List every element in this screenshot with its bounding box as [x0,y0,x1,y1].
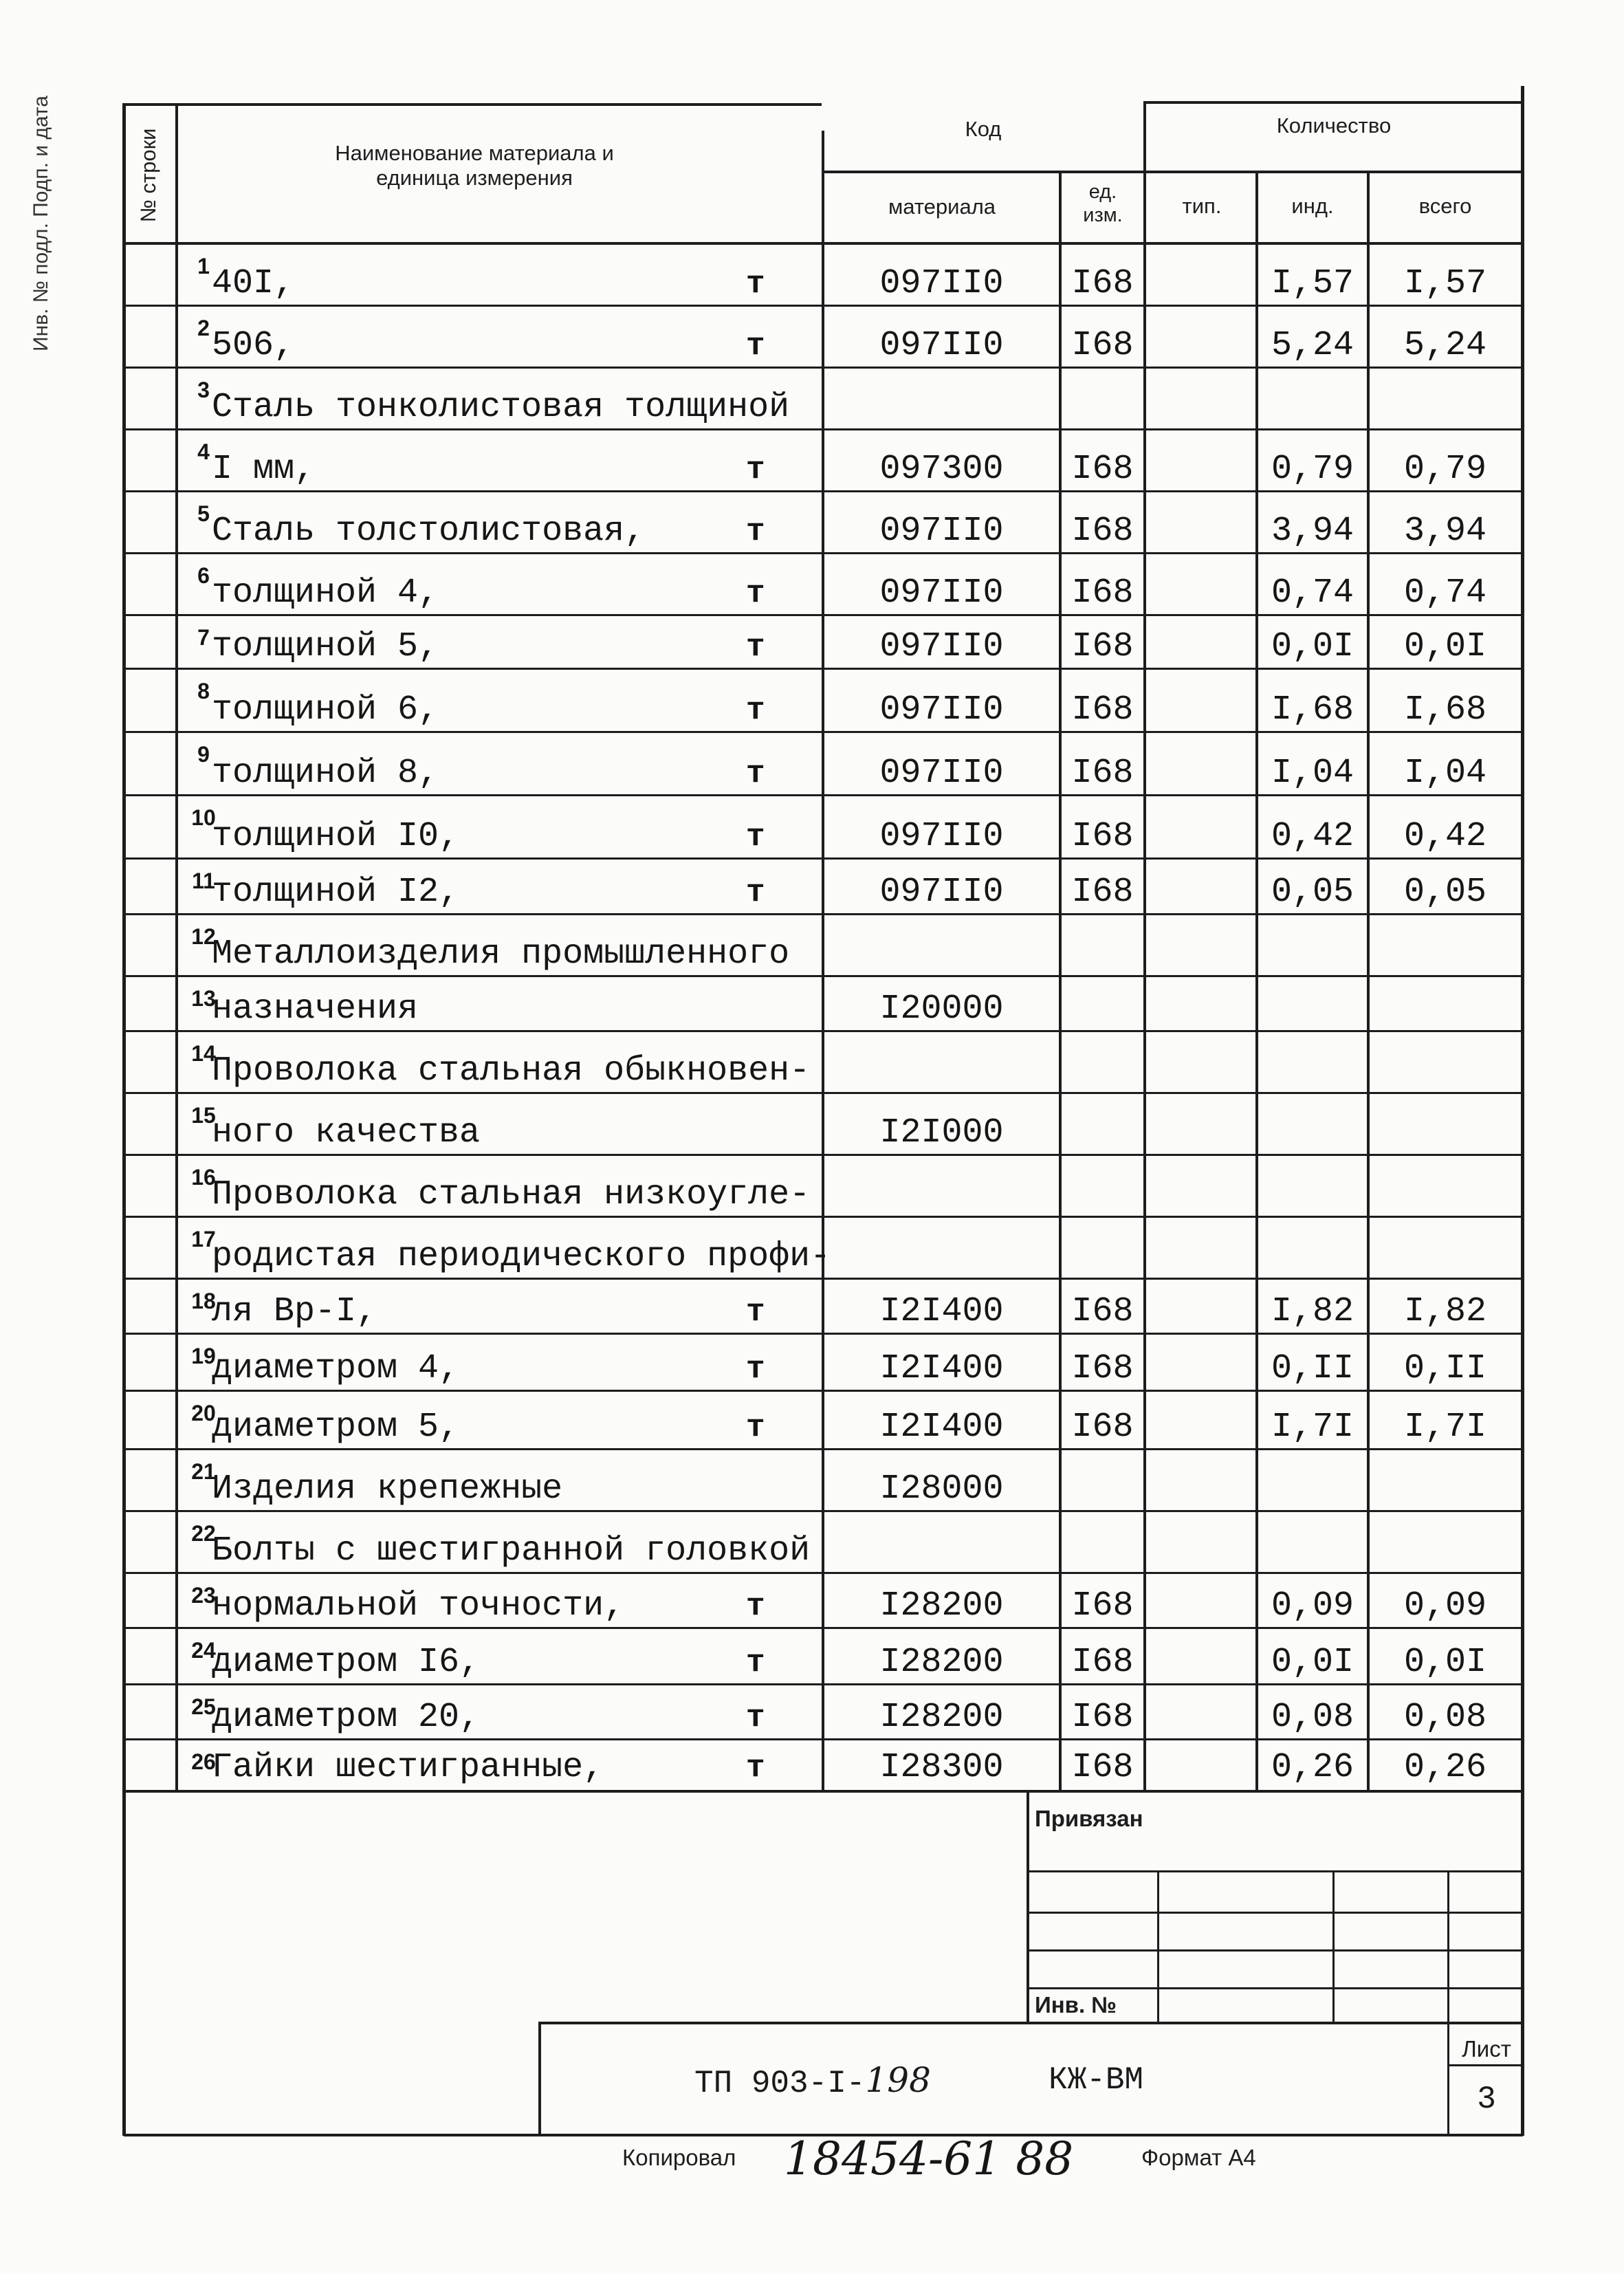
row-rule [125,1092,1522,1094]
unit-mark: т [746,452,765,488]
document-code-prefix: ТП 903-I- [694,2066,866,2101]
qty-total: I,82 [1403,1292,1487,1331]
row-number: 5 [197,501,210,526]
row-rule [125,731,1522,733]
row-rule [125,794,1522,796]
material-code: I28000 [879,1469,1004,1509]
row-rule [125,1738,1522,1740]
material-name: Проволока стальная обыкновен- [212,1051,811,1091]
material-name: 506, [212,326,295,365]
row-number: 23 [191,1583,216,1608]
sheet-number: 3 [1477,2081,1496,2117]
qty-individual: 3,94 [1271,512,1354,551]
material-code: 097II0 [879,817,1004,856]
material-code: I2I400 [879,1349,1004,1388]
material-code: 097II0 [879,573,1004,613]
unit-code: I68 [1071,512,1134,551]
material-name: Сталь толстолистовая, [212,512,646,551]
material-code: 097II0 [879,512,1004,551]
material-code: 097II0 [879,690,1004,730]
unit-code: I68 [1071,627,1134,666]
qty-total: 0,0I [1403,627,1487,666]
header-code: Код [965,117,1002,141]
row-number: 24 [191,1638,216,1663]
unit-mark: т [746,1294,765,1330]
material-name: I мм, [212,450,316,489]
material-name: родистая периодического профи- [212,1237,831,1276]
header-qty-type: тип. [1182,194,1222,218]
unit-code: I68 [1071,1292,1134,1331]
material-code: 097II0 [879,627,1004,666]
material-code: 097II0 [879,754,1004,793]
row-rule [125,1333,1522,1335]
row-rule [125,668,1522,670]
row-rule [125,1216,1522,1218]
row-number: 14 [191,1041,216,1066]
material-name: диаметром I6, [212,1643,481,1682]
row-rule [125,1510,1522,1512]
row-number: 12 [191,924,216,949]
inv-no-label: Инв. № [1035,1992,1117,2018]
unit-code: I68 [1071,817,1134,856]
row-rule [125,552,1522,554]
header-quantity: Количество [1276,113,1392,138]
copied-number: 18454-61 88 [784,2132,1074,2185]
unit-code: I68 [1071,1586,1134,1626]
unit-code: I68 [1071,754,1134,793]
row-rule [125,428,1522,430]
unit-code: I68 [1071,450,1134,489]
material-name: Проволока стальная низкоугле- [212,1175,811,1214]
unit-mark: т [746,1750,765,1786]
unit-mark: т [746,1700,765,1736]
row-rule [125,490,1522,492]
row-number: 17 [191,1227,216,1251]
material-name: диаметром 4, [212,1349,460,1388]
unit-code: I68 [1071,326,1134,365]
row-number: 22 [191,1521,216,1546]
unit-mark: т [746,328,765,364]
material-code: 097II0 [879,873,1004,912]
unit-mark: т [746,819,765,855]
material-code: I2I400 [879,1292,1004,1331]
row-number: 15 [191,1103,216,1128]
material-code: 097II0 [879,264,1004,303]
sheet-label: Лист [1462,2036,1511,2062]
row-number: 9 [197,742,210,767]
material-name: толщиной 8, [212,754,439,793]
material-name: Сталь тонколистовая толщиной [212,388,790,427]
row-rule [125,1683,1522,1685]
document-code-number: 198 [865,2060,931,2100]
qty-total: 0,II [1403,1349,1487,1388]
row-number: 16 [191,1165,216,1190]
qty-individual: 0,74 [1271,573,1354,613]
row-rule [125,1572,1522,1574]
unit-mark: т [746,576,765,611]
row-rule [125,305,1522,307]
qty-individual: I,57 [1271,264,1354,303]
qty-individual: I,7I [1271,1408,1354,1447]
row-number: 7 [197,625,210,650]
unit-code: I68 [1071,1643,1134,1682]
row-number: 2 [197,316,210,340]
row-rule [125,1448,1522,1450]
material-code: I20000 [879,990,1004,1029]
unit-mark: т [746,875,765,910]
qty-total: 0,26 [1403,1748,1487,1787]
row-number: 8 [197,679,210,703]
qty-individual: 0,05 [1271,873,1354,912]
header-qty-total: всего [1418,194,1472,218]
qty-total: 0,42 [1403,817,1487,856]
material-code: I28300 [879,1748,1004,1787]
qty-total: I,04 [1403,754,1487,793]
header-name: Наименование материала и единица измерения [335,141,614,190]
row-number: 20 [191,1401,216,1425]
qty-total: 0,79 [1403,450,1487,489]
unit-mark: т [746,1645,765,1681]
unit-mark: т [746,629,765,665]
row-rule [125,614,1522,616]
qty-total: 0,09 [1403,1586,1487,1626]
qty-total: I,7I [1403,1408,1487,1447]
header-row-no: № строки [136,128,160,223]
qty-total: 3,94 [1403,512,1487,551]
qty-total: I,68 [1403,690,1487,730]
material-name: назначения [212,990,419,1029]
unit-code: I68 [1071,264,1134,303]
row-number: 25 [191,1694,216,1719]
row-number: 10 [191,805,216,830]
header-code-material: материала [888,195,996,219]
qty-individual: 0,0I [1271,627,1354,666]
material-name: толщиной 5, [212,627,439,666]
material-name: толщиной I0, [212,817,460,856]
material-name: диаметром 5, [212,1408,460,1447]
material-name: ного качества [212,1113,481,1152]
qty-individual: 0,0I [1271,1643,1354,1682]
material-name: Металлоизделия промышленного [212,934,790,974]
row-rule [125,367,1522,369]
row-number: 6 [197,563,210,588]
qty-individual: I,04 [1271,754,1354,793]
qty-total: 0,74 [1403,573,1487,613]
row-number: 13 [191,986,216,1011]
unit-code: I68 [1071,573,1134,613]
material-code: I2I000 [879,1113,1004,1152]
material-name: Гайки шестигранные, [212,1748,604,1787]
qty-individual: 0,26 [1271,1748,1354,1787]
qty-individual: I,82 [1271,1292,1354,1331]
row-number: 3 [197,378,210,402]
qty-individual: I,68 [1271,690,1354,730]
unit-mark: т [746,266,765,302]
qty-total: 0,0I [1403,1643,1487,1682]
qty-total: 5,24 [1403,326,1487,365]
material-name: толщиной 6, [212,690,439,730]
qty-total: 0,05 [1403,873,1487,912]
format-label: Формат А4 [1141,2145,1256,2170]
material-name: Изделия крепежные [212,1469,563,1509]
document-mark: КЖ-ВМ [1049,2062,1144,2098]
material-code: I28200 [879,1698,1004,1737]
row-rule [125,1154,1522,1156]
side-stamp: Инв. № подл. Подп. и дата [30,96,52,351]
row-rule [125,1627,1522,1629]
material-name: толщиной 4, [212,573,439,613]
row-rule [125,975,1522,977]
qty-individual: 0,08 [1271,1698,1354,1737]
row-rule [125,913,1522,915]
unit-code: I68 [1071,690,1134,730]
unit-code: I68 [1071,1698,1134,1737]
row-rule [125,1390,1522,1392]
unit-code: I68 [1071,873,1134,912]
material-name: 40I, [212,264,295,303]
material-name: диаметром 20, [212,1698,481,1737]
qty-individual: 0,79 [1271,450,1354,489]
row-number: 11 [192,868,215,893]
row-number: 21 [191,1459,216,1484]
material-code: 097300 [879,450,1004,489]
row-number: 26 [191,1749,216,1774]
row-number: 1 [197,254,210,278]
qty-total: I,57 [1403,264,1487,303]
material-code: I28200 [879,1586,1004,1626]
qty-individual: 0,II [1271,1349,1354,1388]
qty-individual: 0,42 [1271,817,1354,856]
document-code [694,2056,931,2108]
material-code: 097II0 [879,326,1004,365]
unit-mark: т [746,756,765,791]
material-code: I28200 [879,1643,1004,1682]
row-number: 18 [191,1289,216,1313]
row-rule [125,857,1522,860]
material-code: I2I400 [879,1408,1004,1447]
unit-mark: т [746,1410,765,1445]
qty-individual: 5,24 [1271,326,1354,365]
material-name: Болты с шестигранной головкой [212,1531,811,1571]
unit-mark: т [746,692,765,728]
unit-code: I68 [1071,1349,1134,1388]
row-number: 4 [197,439,210,464]
unit-code: I68 [1071,1748,1134,1787]
material-name: нормальной точности, [212,1586,625,1626]
unit-mark: т [746,514,765,549]
privyazan-label: Привязан [1035,1806,1143,1831]
qty-individual: 0,09 [1271,1586,1354,1626]
header-code-unit: ед. изм. [1083,181,1123,226]
unit-mark: т [746,1351,765,1387]
unit-code: I68 [1071,1408,1134,1447]
header-qty-ind: инд. [1291,194,1334,218]
qty-total: 0,08 [1403,1698,1487,1737]
row-rule [125,1030,1522,1032]
material-name: толщиной I2, [212,873,460,912]
row-rule [125,1278,1522,1280]
material-name: ля Вр-I, [212,1292,377,1331]
copied-label: Копировал [622,2145,736,2170]
row-number: 19 [191,1344,216,1368]
unit-mark: т [746,1588,765,1624]
